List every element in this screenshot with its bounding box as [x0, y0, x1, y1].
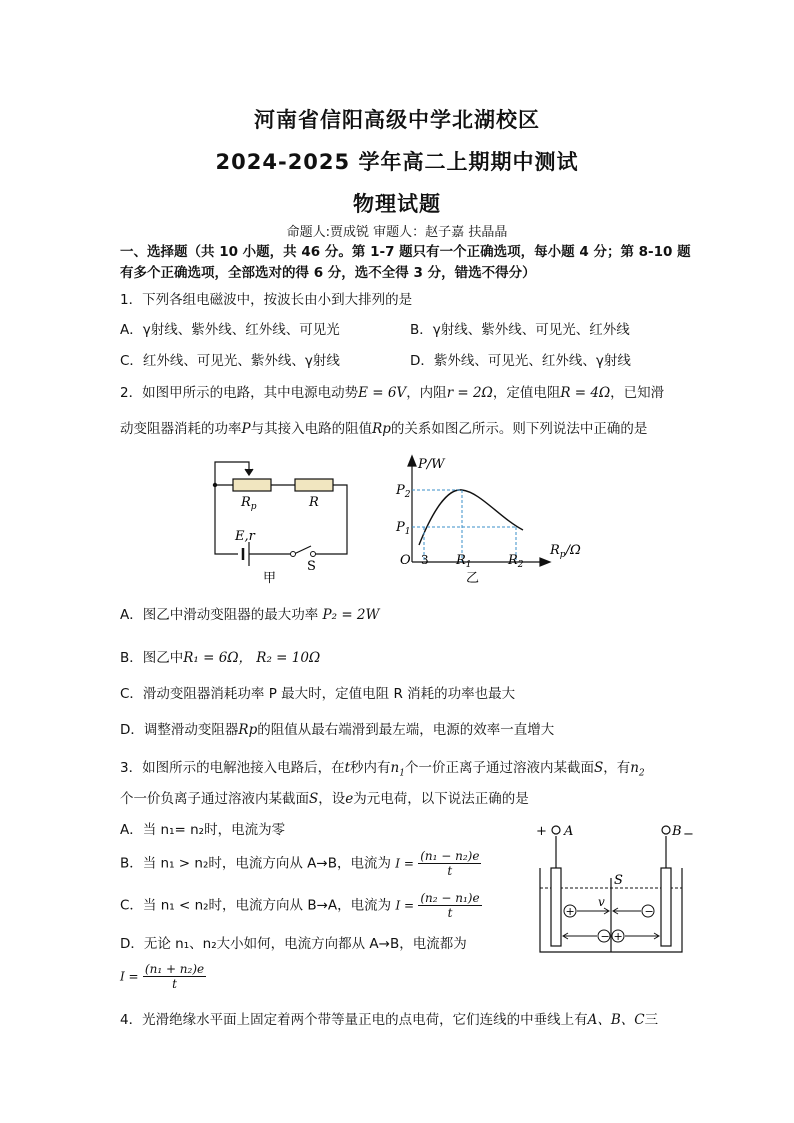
- r2-tick: $R_2$: [508, 553, 524, 570]
- q2-option-c: C．滑动变阻器消耗功率 P 最大时，定值电阻 R 消耗的功率也最大: [120, 686, 516, 702]
- q2-stem1-b: ，内阻: [406, 385, 447, 401]
- q3-option-b-fraction: $\frac{\text{(n₁ − n₂)e}}{t}$: [420, 849, 480, 878]
- terminal-a-label: A: [564, 824, 574, 839]
- switch-label: S: [307, 559, 316, 574]
- svg-text:−: −: [644, 905, 654, 918]
- svg-text:+: +: [565, 905, 575, 918]
- q1-stem: 1．下列各组电磁波中，按波长由小到大排列的是: [120, 292, 413, 308]
- q3-option-a: A．当 n₁= n₂时，电流为零: [120, 822, 286, 838]
- q2-stem-line1: [120, 384, 664, 402]
- q3-option-d: D．无论 n₁、n₂大小如何，电流方向都从 A→B，电流都为: [120, 936, 467, 952]
- q2-option-b-math: R₁ = 6Ω， R₂ = 10Ω: [183, 650, 321, 666]
- electrode-a: [551, 868, 561, 946]
- q2-option-a: A．图乙中滑动变阻器的最大功率 P₂ = 2W: [120, 607, 380, 623]
- q2-stem2-a: 动变阻器消耗的功率: [120, 421, 242, 437]
- q2-stem1-a: 2．如图甲所示的电路，其中电源电动势: [120, 385, 359, 401]
- section-s-label: S: [614, 873, 623, 888]
- y-axis-label: P/W: [418, 457, 445, 472]
- q3-option-d-fraction: $\frac{\text{(n₁ + n₂)e}}{t}$: [144, 962, 205, 991]
- r1-tick: $R_1$: [456, 553, 472, 570]
- origin-label: O: [400, 553, 411, 568]
- q2-power-symbol: P: [241, 421, 251, 437]
- p2-label: $P_2$: [396, 483, 411, 500]
- q2-option-d: D．调整滑动变阻器Rp的阻值从最右端滑到最左端，电源的效率一直增大: [120, 722, 555, 738]
- velocity-label: v: [598, 895, 605, 909]
- fig-jia-caption: 甲: [263, 571, 277, 586]
- power-curve: [419, 490, 523, 545]
- q3-option-b: B．当 n₁ > n₂时，电流方向从 A→B，电流为 I = $\frac{\text{(n₁ − n₂)e}}{t}$: [120, 849, 480, 878]
- q3-stem-line2: 个一价负离子通过溶液内某截面S，设e为元电荷，以下说法正确的是: [120, 791, 529, 807]
- q2-emf: E = 6V: [358, 385, 407, 401]
- q4-stem: 4．光滑绝缘水平面上固定着两个带等量正电的点电荷，它们连线的中垂线上有A、B、C三: [120, 1012, 659, 1028]
- q2-fixed-resistor: R = 4Ω: [560, 385, 611, 401]
- x-tick-3: 3: [421, 553, 429, 567]
- q3-stem-line1: 3．如图所示的电解池接入电路后，在t秒内有$n_1$个一价正离子通过溶液内某截面S，有$n_2$: [120, 760, 645, 779]
- q2-stem1-c: ，定值电阻: [492, 385, 561, 401]
- q3-option-d-formula: I = $\frac{\text{(n₁ + n₂)e}}{t}$: [120, 962, 205, 991]
- q2-stem2-c: 的关系如图乙所示。则下列说法中正确的是: [390, 421, 648, 437]
- rp-label: $R_p$: [241, 495, 257, 512]
- school-title: 河南省信阳高级中学北湖校区: [254, 108, 540, 132]
- minus-sign: −: [683, 827, 694, 842]
- x-axis-label: $R_p/\Omega$: [550, 543, 581, 560]
- q2-option-d-rp: Rp: [238, 722, 258, 738]
- q2-power-curve-graph: [388, 450, 588, 590]
- q2-rp-symbol: Rp: [372, 421, 391, 437]
- fig-yi-caption: 乙: [466, 571, 480, 586]
- p1-label: $P_1$: [396, 520, 411, 537]
- exam-title: 2024-2025 学年高二上期期中测试: [215, 150, 579, 174]
- r-label: R: [309, 495, 319, 510]
- q1-option-b: B．γ射线、紫外线、可见光、红外线: [410, 322, 630, 338]
- terminal-b-label: B: [672, 824, 682, 839]
- q2-option-a-math: P₂ = 2W: [322, 607, 380, 623]
- section-instructions-line2: 有多个正确选项，全部选对的得 6 分，选不全得 3 分，错选不得分）: [120, 265, 536, 281]
- svg-text:−: −: [600, 930, 610, 943]
- er-label: E,r: [235, 529, 255, 544]
- q2-stem-line2: [120, 420, 647, 438]
- electrode-b: [661, 868, 671, 946]
- q3-option-c-fraction: $\frac{\text{(n₂ − n₁)e}}{t}$: [420, 891, 480, 920]
- subject-title: 物理试题: [353, 192, 441, 216]
- q2-circuit-diagram: [205, 450, 355, 590]
- q3-option-c: C．当 n₁ < n₂时，电流方向从 B→A，电流为 I = $\frac{\text{(n₂ − n₁)e}}{t}$: [120, 891, 480, 920]
- authors-line: 命题人:贾成锐 审题人：赵子嘉 扶晶晶: [286, 225, 508, 240]
- q1-option-a: A．γ射线、紫外线、红外线、可见光: [120, 322, 340, 338]
- q2-stem1-d: ，已知滑: [610, 385, 665, 401]
- svg-text:+: +: [613, 930, 623, 943]
- q2-stem2-b: 与其接入电路的阻值: [250, 421, 373, 437]
- resistor-r: [295, 479, 333, 491]
- rheostat-rp: [233, 479, 271, 491]
- section-instructions-line1: 一、选择题（共 10 小题，共 46 分。第 1-7 题只有一个正确选项，每小题 4 分；第 8-10 题: [120, 244, 691, 260]
- q1-option-c: C．红外线、可见光、紫外线、γ射线: [120, 353, 340, 369]
- plus-sign: +: [536, 824, 547, 839]
- q3-electrolysis-diagram: [532, 818, 694, 960]
- q2-option-b: B．图乙中R₁ = 6Ω， R₂ = 10Ω: [120, 650, 321, 666]
- q2-internal-resistance: r = 2Ω: [446, 385, 493, 401]
- q1-option-d: D．紫外线、可见光、红外线、γ射线: [410, 353, 631, 369]
